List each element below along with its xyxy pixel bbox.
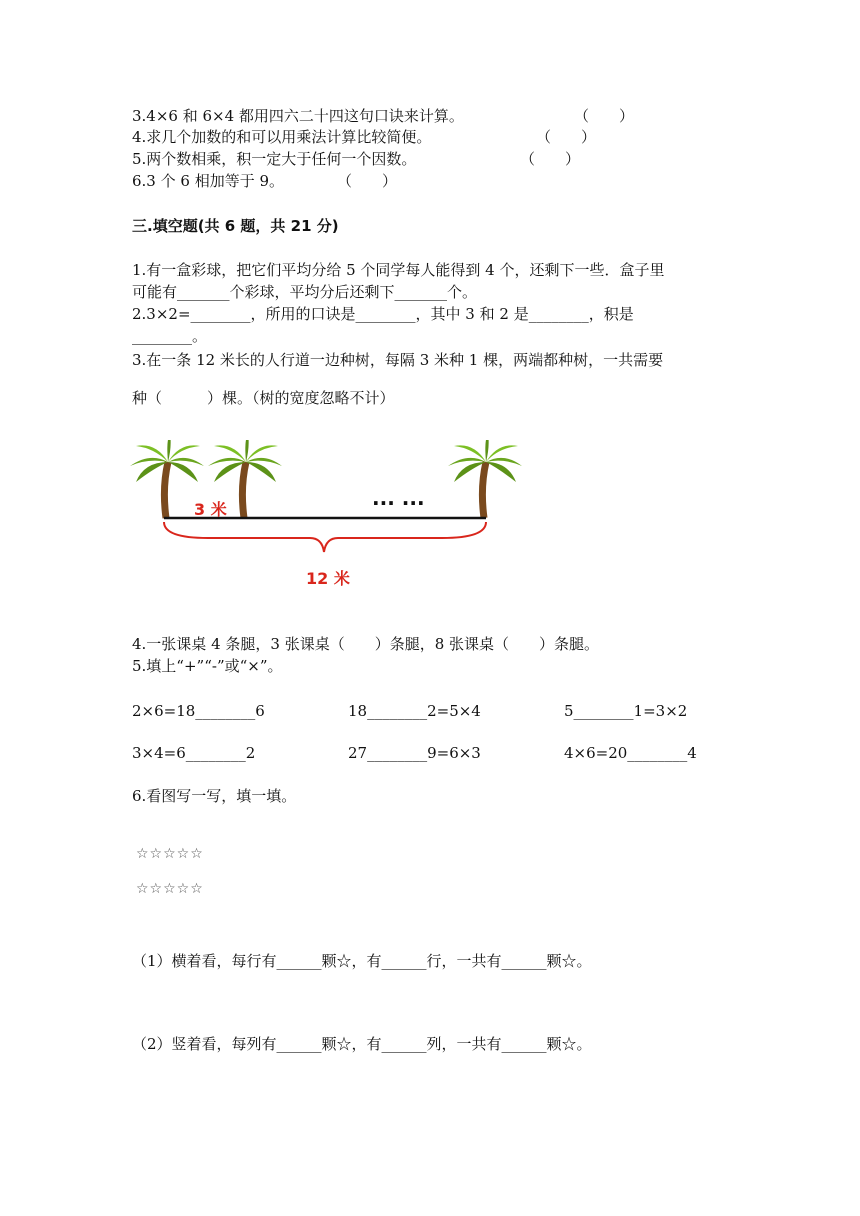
q5-cell[interactable]: 3×4=6________2 xyxy=(132,744,256,762)
q3-line2: 种（ ）棵。（树的宽度忽略不计） xyxy=(132,389,395,407)
tree-row-figure xyxy=(128,440,528,600)
q1-line1: 1.有一盒彩球，把它们平均分给 5 个同学每人能得到 4 个，还剩下一些．盒子里 xyxy=(132,261,665,279)
q6-title: 6.看图写一写，填一填。 xyxy=(132,787,297,805)
total-label: 12 米 xyxy=(306,569,350,588)
q4-text: 4.一张课桌 4 条腿，3 张课桌（ ）条腿，8 张课桌（ ）条腿。 xyxy=(132,635,600,653)
palm-tree-icon xyxy=(130,440,204,518)
judge-item-6 xyxy=(132,171,398,191)
ellipsis-dots: ··· ··· xyxy=(372,491,425,515)
section-title: 三.填空题(共 6 题，共 21 分) xyxy=(132,217,339,235)
q6-sub2: （2）竖着看，每列有______颗☆，有______列，一共有______颗☆。 xyxy=(132,1035,592,1053)
judge-text: 3.4×6 和 6×4 都用四六二十四这句口诀来计算。 xyxy=(132,107,464,125)
q1-line2: 可能有_______个彩球，平均分后还剩下_______个。 xyxy=(132,283,478,301)
answer-paren[interactable]: （ ） xyxy=(536,128,597,146)
q5-title: 5.填上“+”“-”或“×”。 xyxy=(132,657,283,675)
answer-paren[interactable]: （ ） xyxy=(337,172,398,190)
star-row: ☆☆☆☆☆ xyxy=(136,881,204,897)
palm-tree-icon xyxy=(448,440,522,518)
q2-line1: 2.3×2=________，所用的口诀是________，其中 3 和 2 是________，积是 xyxy=(132,305,634,323)
judge-item-5 xyxy=(132,149,581,169)
total-brace xyxy=(164,522,486,552)
q5-cell[interactable]: 27________9=6×3 xyxy=(348,744,481,762)
q5-cell[interactable]: 2×6=18________6 xyxy=(132,702,265,720)
q3-line1: 3.在一条 12 米长的人行道一边种树，每隔 3 米种 1 棵，两端都种树，一共需要 xyxy=(132,351,664,369)
q5-cell[interactable]: 4×6=20________4 xyxy=(564,744,697,762)
star-row: ☆☆☆☆☆ xyxy=(136,846,204,862)
answer-paren[interactable]: （ ） xyxy=(520,150,581,168)
judge-item-4 xyxy=(132,127,597,147)
q5-cell[interactable]: 5________1=3×2 xyxy=(564,702,688,720)
gap-label: 3 米 xyxy=(194,500,227,519)
q6-sub1: （1）横着看，每行有______颗☆，有______行，一共有______颗☆。 xyxy=(132,952,592,970)
judge-item-3 xyxy=(132,106,635,126)
q2-line2: ________。 xyxy=(132,327,208,345)
q5-cell[interactable]: 18________2=5×4 xyxy=(348,702,481,720)
judge-text: 4.求几个加数的和可以用乘法计算比较简便。 xyxy=(132,128,432,146)
judge-text: 6.3 个 6 相加等于 9。 xyxy=(132,172,285,190)
judge-text: 5.两个数相乘，积一定大于任何一个因数。 xyxy=(132,150,417,168)
answer-paren[interactable]: （ ） xyxy=(574,107,635,125)
